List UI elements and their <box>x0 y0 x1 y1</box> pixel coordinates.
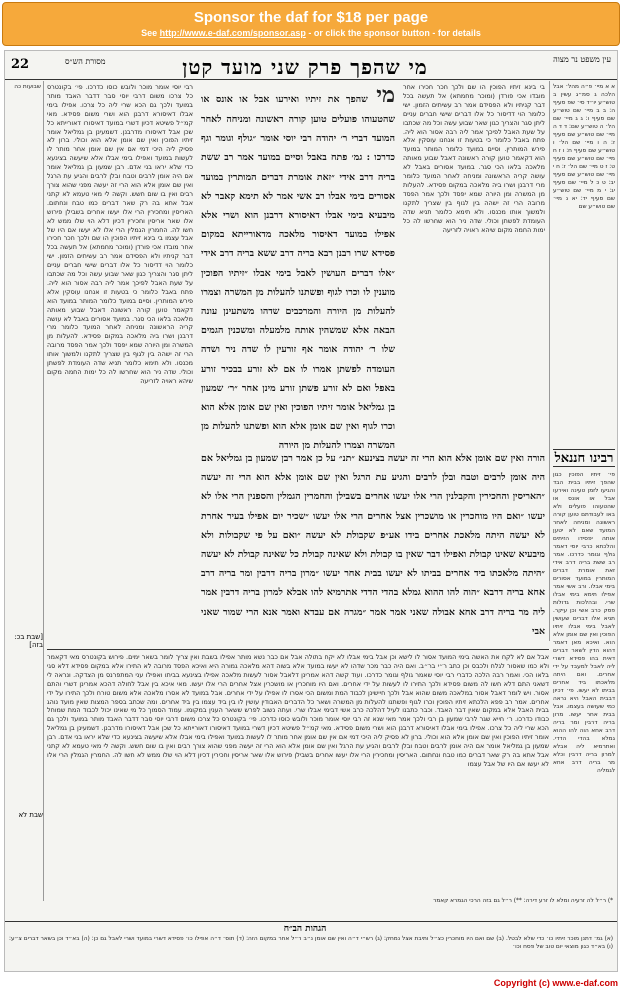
tosafot-column <box>47 83 193 661</box>
sponsor-banner[interactable] <box>2 2 620 46</box>
margin-note-2: [שבת בכ: בזה] <box>14 633 43 649</box>
footnote-text: *) ר״ל לה זרעיה ומלא לו זרע דירה: **) ר״ל גם בזה הרכי הגמרא קאמר <box>433 898 613 904</box>
talmud-page <box>4 50 618 972</box>
sponsor-subtitle <box>3 27 619 39</box>
rabenu-column <box>553 471 615 941</box>
hagahot-text-block <box>9 935 613 969</box>
divider-left-margin <box>43 81 44 901</box>
hagahot-title: הגהות הב״ח <box>283 924 327 934</box>
sponsor-title: Sponsor the daf for $18 per page <box>193 9 429 26</box>
sponsor-subtitle-suffix: - or click the sponsor button - for details <box>305 28 481 38</box>
margin-note-1: שבועות כה <box>14 84 41 90</box>
hagahot-rule <box>5 921 617 922</box>
rabenu-text: פי׳ זיתיו הפוכין כגון שהפך זיתיו בבית הבד והגיעו לזמן טעינה ואירעו אבל או אונס או שהטעוהו פועלים ולא באו לעבודתם טוען קורה ראשונה ומניחה לאחר המועד שאם לא יטען אותה יפסידו הזיתים והלכתא כרבי יוסי דאמר גולף וגומר כדרכו. אמר רב ששת בריה דרב אידי זאת אומרת דברים המותרין במועד אסורים בימי אבלו. ורב אשי אמר אפילו תימא בימי אבלו שרי. ובהלכות גדולות פסק כרב אשי וכן עיקר. תניא אלו דברים שעושין לאבל בימי אבלו זיתיו הפוכין ואין שם אומן אלא הוא. ואיכא מאן דאמר דהוא הדין לשאר דברים דאית בהו פסידא דשרי ליה לאבל למעבד על ידי אחרים. ואם היתה מלאכתו ביד אחרים בביתו לא יעשו. פי׳ דכיון דבבית האבל היא נראה כמי שעושה בעצמו. אבל בבית אחר יעשו. מרון בריה דרבין ומר בריה דרב אחא הוה להו ההוא גמלא בהדי הדדי. ואתרמיא ליה אבלא למרון בריה דרבין וכלא מר בריה דרב אחא לגמליה <box>553 472 615 774</box>
bottom-commentary-text: אבל אם לא לקח את האשה בימי המועד אסור לו לישא וכן אבל בימי אבלו לא יקח בתולה אבל אם כבר נשא מותר אפילו בשבת ואין צריך לומר בשאר ימים. פירוש בקונטרס מאי דקאמר ולא כמו שאסור לגלח ולכבס וכן כתב ר״י בר״ב. ואם היה כבר מכר שדהו לא יעשו במועד אלא בשוה דהא מלאכה גמורה היא ואיכא הפסד מרובה לא התירו אלא במקום פסידא דלא סגי בלאו הכי. ואמר רבה הלכה כדברי רבי יוסי שאמר גולף וגומר כדרכו. ועוד קשה דהא אמרינן דלאבל אסור לעשות מלאכה אפילו בצינעא בביתו ואפילו עני המתפרנס מן הצדקה. ונראה לי דשאני התם דלא חשו לה משום פסידא ולכך התירו לו לעשות על ידי אחרים. ואם היו מוחכרין או מושכרין אצל אחרים הרי אלו יעשו. מאי איכא בין אבל לחולה דהכא אמרינן דשרי והתם אסור. ויש לומר דאבל אסור במלאכה משום שהוא אבל ולכך חיישינן לכבוד המת ומשום הכי אסרו לו אפילו על ידי אחרים. אבל במועד לא אסרו מלאכה אלא משום טורח ולכך התירו על ידי אחרים. אמר רב פפא הלכתא זיתיו הפוכין וכרו לגוף ופשתנו להעלות מן המשרה ושאר כל הדברים האבודין עושין לו בין ביד עצמו בין ביד אחרים. ומה שכתב בספר המצות שאין מועד נוהג בבית האבל אלא במקום שאין דבר האבד. וכבר כתבנו לעיל דהלכה כרב אשי דבימי אבלו שרי. ועתה נשוב לפרש ששאר הענין במקומו. עמוד הסמוך כל מי שאינו יכול לכבוד המת שמוחל כבודו כדרכו. ר׳ חייא שגר לרבי שמעון בן רבי ולכך אמר מאי שנא זה <box>47 653 549 724</box>
copyright-notice: Copyright (c) www.e-daf.com <box>493 978 618 988</box>
sponsor-link[interactable]: http://www.e-daf.com/sponsor.asp <box>159 28 306 38</box>
rabenu-title: רבינו חננאל <box>554 451 614 466</box>
bottom-commentary-cont: רבי יוסי אומר מוכר ולובש כוסו כדרכו. פי׳ בקונטרס כל צרכו משום דרבי יוסי סבר דדבר האבד מותר במועד ולכך גם הכא שרי ליה כל צרכו. אפילו בימי אבלו דאיסורא דרבנן הוא ושרי משום פסידא. מאי קמ״ל פשיטא דכיון דשרי במועד דאיסורו דאורייתא כל שכן אבל דאיסורו מדרבנן. דשמעינן בן גמליאל אומר זיתיו הפוכין ואין שם אומן אלא הוא וכולי. ברון לא פסיק ליה היכי דמי אם אין שם אומן אחר מותר לו לעשות במועד ואפילו בימי אבלו אלא שיעשה בצינעא כדי שלא יראו בני אדם. רבן שמעון בן גמליאל אומר אם היה אומן לרבים וטבח ובלן לרבים והגיע עת הרגל ואין שם אומן אלא הוא הרי זה יעשה מפני שהוא צורך רבים ואין בו שום חשש. וקשה לי מאי טעמא לא קתני אבל אתא בה רק שאר דברים כמו טבח ונחתום. האריסין ומחכירין הרי אלו יעשו אחרים בשבילן פירוש אלו שאר אריסין וחכירין דכיון דלא הוי שלו ממש לא חשו לה. החמרין הגמלין הרי אלו לא יעשו אם היו של אבל עצמו <box>47 715 549 768</box>
margin-note-3: שבת לא <box>18 811 43 819</box>
bottom-rule <box>47 649 549 650</box>
gemara-block-middle <box>201 446 545 646</box>
divider-right-margin <box>549 81 550 641</box>
page-number: 22 <box>11 57 30 72</box>
bottom-commentary <box>47 653 549 893</box>
gemara-text-middle: הורה ואין שם אומן אלא הוא הרי זה יעשה בצינעא ״תנ״ על כן אמר רבן שמעון בן גמליאל אם היה אומן לרבים וטבח ובלן לרבים והגיע עת הרגל ואין שם אומן אלא הוא הרי זה יעשה ״האריסין והחכירין והקבלנין הרי אלו יעשו אחרים בשבילן והחמרין הגמלין והספנין הרי אלו לא יעשו ״ואם היו מוחכרין או מושכרין אצל אחרים הרי אלו יעשו ״שכיר יום אפילו בעיר אחרת לא יעשה היתה מלאכת אחרים בידו אע״פ שקבולת לא יעשה ״ואם על פי שקבולות ולא מיבעיא שאינו קבולת ואפילו דבר שאין בו קבולת ולא שאינה קבולת כל שאינה קבולת לא יעשה ״היתה מלאכתו ביד אחרים בביתו לא יעשו בבית אחר יעשו ״מרון בריה דרבין ומר בריה דרב אחא בריה דרבא ״הוה להו ההוא גמלא בהדי הדדי אתרמיא להו אבלא למרון בריה דרבין אמר ליה מר בריה דרב אחא אבולה שאני אמר אמר ״מגרה אם עבדא ואמר אנא הרי שמור שאני אבי <box>201 453 545 637</box>
hagahot-text: (א) גמ׳ דתנן מוכר זיתיו כו׳ כדי שלא לבטל. (ב) שם ואם היו מוחכרין כצ״ל ותיבת אצל נמחק: (ג) רש״י ד״ה ואין שם אומן נ״ב ר״ל אחר במקום הזה: (ד) תוס׳ ד״ה אפילו כו׳ פסידא דשרי במועד ושרי לאבל גם כן: (ה) בא״ד וכן בשאר דברים צ״ע: (ו) בא״ד כגון מוצאי יום טוב של פסח וכו׳ <box>9 936 613 950</box>
rashi-text: בי בינא זיתיו הפוכין הו שם ולכך חכר חכירו אחר מובדו אכי פורדן (ומוכר מחמתא) אל תעשה בכל דבר קניתיו ולא הפסידם אמר רב עשיתים הזמון. ישי כלומר הוי דדיסור כל אלו דברים שישי חברים עניים ליתן סגר והצריך כגון שאר שבוע עשה וכל מה שכתבו על שעת האבל לפיכך אמר ליה רבה אסור הוא ליה. פתח באבל כלומר כי בטעות זו אנחנו עוסקין אלא פירש המותרין. וסיים במועד כלומר המותר במועד הוא דקאמר טוען קורה ראשונה דאבל שבוע מאותה מלאכה בלאו הכי סגר. במועד אסורים באבל לא עושה קריה הראשונה ומניחה לאחר המועד כלומר מרי דרבנן ושרו ביה מלאכה במקום פסידא. להעלות מן המשרה ומן היורה שמא יפסד ולכך אמר הפסד מרובה הרי זה ישהה בין לגוף בין שצריך לתקנו ולמשוך אותו מכנסו. ולא תימא כלומר תניא שדה העומדת לפשתן וכולי. שדה ניר הוא שחרשו לה כל ימות החמה מקום שיהא ראויה לזריעה <box>403 83 545 234</box>
rashi-column <box>403 83 545 503</box>
page-heading: מי שהפך פרק שני מועד קטן <box>182 55 428 79</box>
ein-mishpat-text: א א מיי׳ פ״ה מהל׳ אבל הלכה ג סמ״ג עשין ב טוש״ע יו״ד סי׳ שפ סעיף ה: ב ב מיי׳ שם טוש״ע שם סעיף ו: ג ג מיי׳ שם הל׳ ה טוש״ע שם: ד ד ה מיי׳ שם טוש״ע שם סעיף ז: ה ו מיי׳ שם הל׳ ו טוש״ע שם סעיף ח: ו ז ח מיי׳ שם טוש״ע שם סעיף ט: ז ט מיי׳ שם הל׳ ז: ח י מיי׳ שם טוש״ע שם סעיף יב: ט כ ל מיי׳ שם סעיף יג: י מ מיי׳ שם טוש״ע שם סעיף יד: יא נ מיי׳ שם טוש״ע שם <box>553 84 615 210</box>
ein-mishpat-label: עין משפט נר מצוה <box>553 55 611 64</box>
tosafot-text-cont: בי בינא זיתיו הפוכין הו שם ולכך חכר חכירו אחר מובדו אכי פורדן (ומוכר מחמתא) אל תעשה בכל דבר קניתיו ולא הפסידם אמר רב עשיתים הזמון. ישי כלומר הוי דדיסור כל אלו דברים שישי חברים עניים ליתן סגר והצריך כגון שאר שבוע עשה וכל מה שכתבו על שעת האבל לפיכך אמר ליה רבה אסור הוא ליה. פתח באבל כלומר כי בטעות זו אנחנו עוסקין אלא פירש המותרין. וסיים במועד כלומר המותר במועד הוא דקאמר טוען קורה ראשונה דאבל שבוע מאותה מלאכה בלאו הכי סגר. במועד אסורים באבל לא עושה קריה הראשונה ומניחה לאחר המועד כלומר מרי דרבנן ושרו ביה מלאכה במקום פסידא. להעלות מן המשרה ומן היורה שמא יפסד ולכך אמר הפסד מרובה הרי זה ישהה בין לגוף בין שצריך לתקנו ולמשוך אותו מכנסו. ולא תימא כלומר תניא שדה העומדת לפשתן וכולי. שדה ניר הוא שחרשו לה כל ימות החמה מקום שיהא ראויה לזריעה <box>47 234 193 385</box>
gemara-text-top: שהפך את זיתיו ואירעו אבל או אונס או שהטעוהו פועלים טוען קורה ראשונה ומניחה לאחר המועד דברי ר׳ יהודה רבי יוסי אומר ״גולף וגומר וגף כדרכו : גמ׳ פתח באבל וסיים במועד אמר רב ששת בריה דרב אידי ״זאת אומרת דברים המותרין במועד אסורים בימי אבלו רב אשי אמר לא תימא קאבר לא מיבעיא בימי אבלו דאיסורא דרבנן הוא ושרי אלא אפילו במועד דאיסור מלאכה מדאורייתא במקום פסידא שרו רבנן רבא בריה דרב ששא בריה דרב אידי ״אלו דברים העושין לאבל בימי אבלו ״זיתיו הפוכין מוענין לו וכרו לגוף ופשתנו להעלות מן המשרה וצמרו להעלות מן היורה והמרכבים שדהו משתעינן עונה הבאה אלא שמשהין אותה מלמעלה ומשכנין הגמים שלו ר׳ יהודה אומר אף זורעין לו שדה ניר ושדה העומדה לפשתן אמרו לו אם לא זורע בבכיר זורע באפל ואם לא זורע פשתן זורע מינן אחר ״ר׳ שמעון בן גמליאל אומר זיתיו הפוכין ואין שם אומן אלא הוא וכרו לגוף ואין שם אומן אלא הוא ופשתנו להעלות מן המשרה וצמרו להעלות מן היורה <box>201 94 395 452</box>
gemara-opening-word: מי <box>376 82 395 108</box>
masoret-label: מסורת הש״ס <box>65 57 106 66</box>
ein-mishpat-column <box>553 83 615 443</box>
masoret-column <box>9 83 41 803</box>
sponsor-subtitle-prefix: See <box>141 28 160 38</box>
tosafot-text: רבי יוסי אומר מוכר ולובש כוסו כדרכו. פי׳ בקונטרס כל צרכו משום דרבי יוסי סבר דדבר האבד מותר במועד ולכך גם הכא שרי ליה כל צרכו. אפילו בימי אבלו דאיסורא דרבנן הוא ושרי משום פסידא. מאי קמ״ל פשיטא דכיון דשרי במועד דאיסורו דאורייתא כל שכן אבל דאיסורו מדרבנן. דשמעינן בן גמליאל אומר זיתיו הפוכין ואין שם אומן אלא הוא וכולי. ברון לא פסיק ליה היכי דמי אם אין שם אומן אחר מותר לו לעשות במועד ואפילו בימי אבלו אלא שיעשה בצינעא כדי שלא יראו בני אדם. רבן שמעון בן גמליאל אומר אם היה אומן לרבים וטבח ובלן לרבים והגיע עת הרגל ואין שם אומן אלא הוא הרי זה יעשה מפני שהוא צורך רבים ואין בו שום חשש. וקשה לי מאי טעמא לא קתני אבל אתא בה רק שאר דברים כמו טבח ונחתום. האריסין ומחכירין הרי אלו יעשו אחרים בשבילן פירוש אלו שאר אריסין וחכירין דכיון דלא הוי שלו ממש לא חשו לה. החמרין הגמלין הרי אלו לא יעשו אם היו של אבל עצמו <box>47 83 193 243</box>
page-header <box>5 55 617 79</box>
header-rule <box>5 79 617 80</box>
footnote-strip <box>9 897 613 919</box>
gemara-block-top <box>201 82 395 452</box>
